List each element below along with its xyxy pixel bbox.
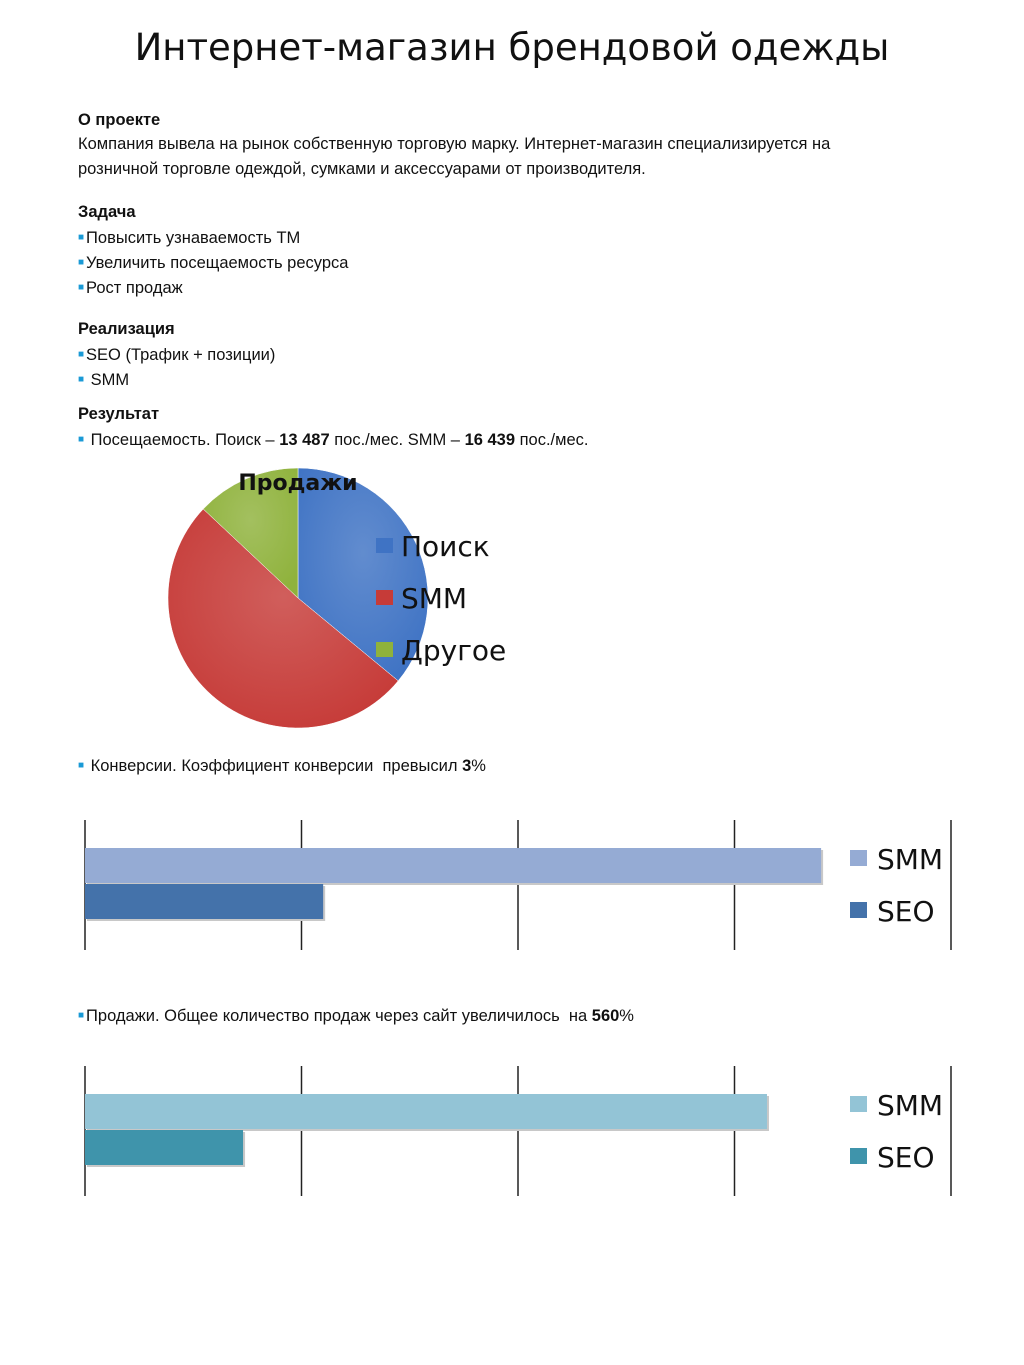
legend-label: SMM xyxy=(877,843,944,876)
conversion-text: % xyxy=(471,757,486,775)
sales-value: 560 xyxy=(591,1007,620,1025)
legend-label: Поиск xyxy=(401,530,490,563)
traffic-text: пос./мес. xyxy=(515,431,589,449)
implementation-item-label: SEO (Трафик + позиции) xyxy=(86,346,276,364)
legend-label: SMM xyxy=(401,582,468,615)
sales-text: % xyxy=(619,1007,634,1025)
bar-smm xyxy=(85,1094,767,1129)
sales-text: Продажи. Общее количество продаж через сайт увеличилось на xyxy=(86,1007,592,1025)
task-item-label: Рост продаж xyxy=(86,279,183,297)
legend-label: SEO xyxy=(877,1141,935,1174)
legend-label: SMM xyxy=(877,1089,944,1122)
bullet-square-icon: ■ xyxy=(78,374,85,385)
bullet-square-icon: ■ xyxy=(78,232,85,243)
about-heading: О проекте xyxy=(78,111,161,129)
page-title: Интернет-магазин брендовой одежды xyxy=(134,26,890,69)
implementation-heading: Реализация xyxy=(78,320,175,338)
legend-swatch xyxy=(850,1096,867,1112)
conversion-text: Конверсии. Коэффициент конверсии превысил xyxy=(86,757,463,775)
bullet-square-icon: ■ xyxy=(78,349,85,360)
legend-swatch xyxy=(850,1148,867,1164)
bullet-square-icon: ■ xyxy=(78,257,85,268)
about-text-line-1: Компания вывела на рынок собственную торговую марку. Интернет-магазин специализируется на xyxy=(78,135,831,153)
conversion-value: 3 xyxy=(462,757,472,775)
task-item-label: Увеличить посещаемость ресурса xyxy=(86,254,349,272)
traffic-smm-value: 16 439 xyxy=(464,431,516,449)
implementation-item-label: SMM xyxy=(86,371,130,389)
legend-label: SEO xyxy=(877,895,935,928)
pie-chart-title: Продажи xyxy=(238,471,358,496)
traffic-text: Посещаемость. Поиск – xyxy=(86,431,280,449)
bar-seo xyxy=(85,1130,243,1165)
bullet-square-icon: ■ xyxy=(78,760,85,771)
about-text-line-2: розничной торговле одеждой, сумками и аксессуарами от производителя. xyxy=(78,160,646,178)
traffic-text: пос./мес. SMM – xyxy=(329,431,465,449)
bullet-square-icon: ■ xyxy=(78,1010,85,1021)
task-item-label: Повысить узнаваемость ТМ xyxy=(86,229,301,247)
task-heading: Задача xyxy=(78,203,136,221)
result-heading: Результат xyxy=(78,405,160,423)
legend-label: Другое xyxy=(401,634,507,667)
traffic-search-value: 13 487 xyxy=(279,431,330,449)
bullet-square-icon: ■ xyxy=(78,434,85,445)
bullet-square-icon: ■ xyxy=(78,282,85,293)
